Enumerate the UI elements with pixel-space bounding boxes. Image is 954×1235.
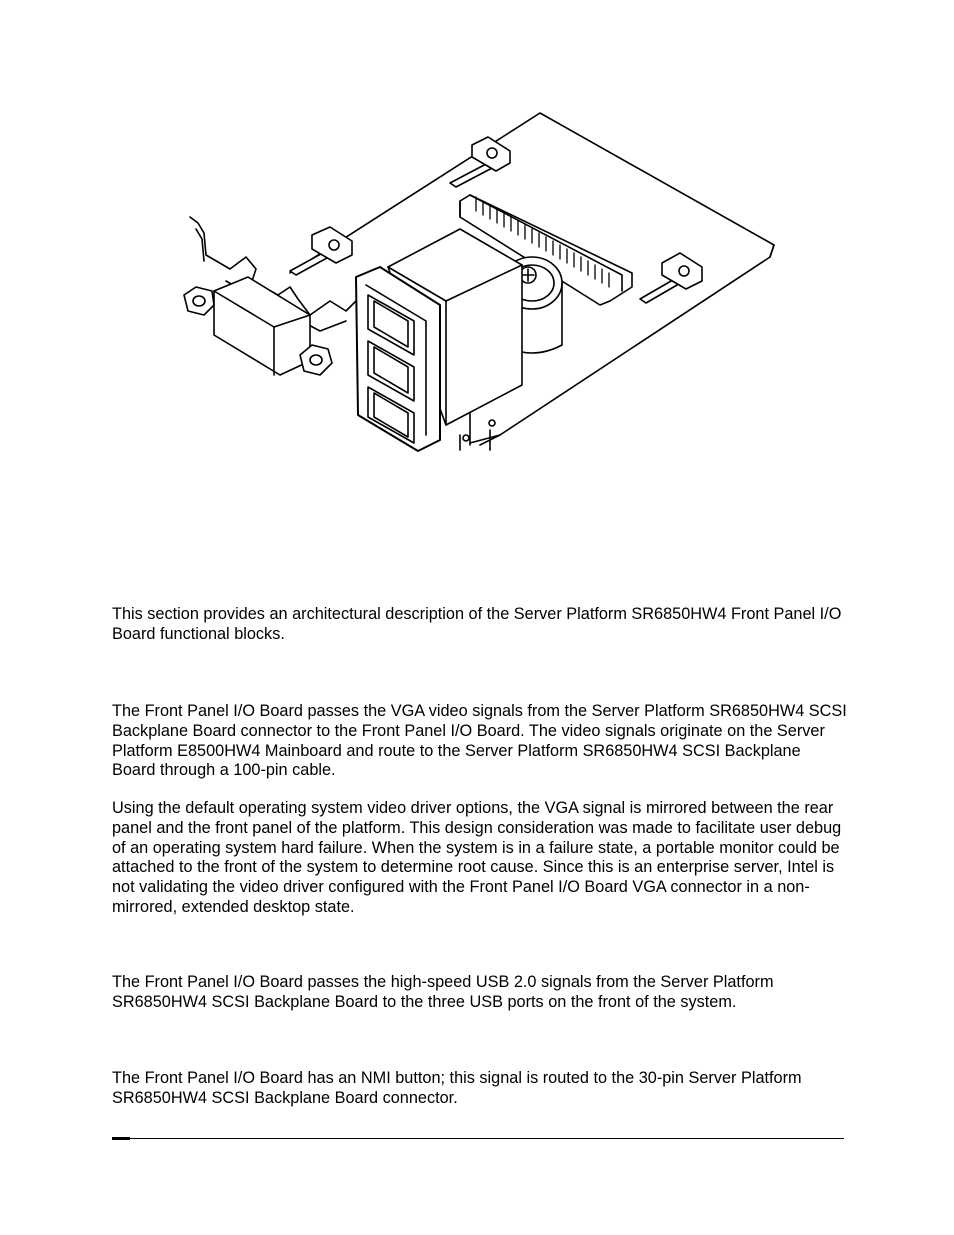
intro-paragraph: This section provides an architectural description of the Server Platform SR6850HW4 Front Panel I/O Board functional blocks. [112,605,842,643]
footer-mark [112,1137,130,1140]
nmi-paragraph: The Front Panel I/O Board has an NMI button; this signal is routed to the 30-pin Server Platform SR6850HW4 SCSI Backplane Board connector. [112,1069,802,1107]
vga-paragraph-1: The Front Panel I/O Board passes the VGA video signals from the Server Platform SR6850HW4 SCSI Backplane Board connector to the Front Panel I/O Board. The video signals originate on the Server Platform E8500HW4 Mainboard and route to the Server Platform SR6850HW4 SCSI Backplane Board through a 100-pin cable. [112,702,847,780]
usb-paragraph: The Front Panel I/O Board passes the high-speed USB 2.0 signals from the Server Platform SR6850HW4 SCSI Backplane Board to the three USB ports on the front of the system. [112,973,774,1011]
front-panel-io-board-illustration [170,105,790,485]
vga-connector [184,277,332,375]
footer-rule [112,1138,844,1139]
vga-paragraph-2: Using the default operating system video driver options, the VGA signal is mirrored between the rear panel and the front panel of the platform. This design consideration was made to facilitate user debug of an operating system hard failure. When the system is in a failure state, a portable monitor could be attached to the front of the system to determine root cause. Since this is an enterprise server, Intel is not validating the video driver configured with the Front Panel I/O Board VGA connector in a non-mirrored, extended desktop state. [112,799,842,916]
